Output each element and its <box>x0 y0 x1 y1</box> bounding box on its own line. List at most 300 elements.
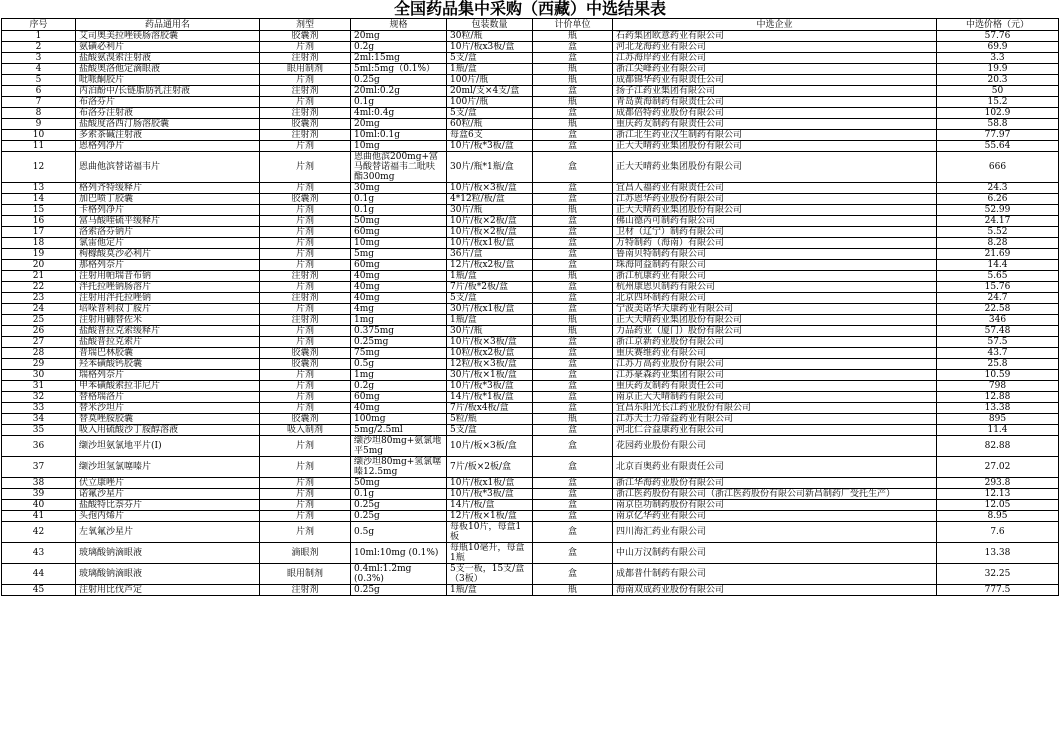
cell-unit: 盒 <box>533 53 613 64</box>
header-company: 中选企业 <box>613 19 937 31</box>
cell-specification: 40mg <box>351 271 447 282</box>
cell-package: 10片/板×2板/盒 <box>447 216 533 227</box>
cell-company: 佛山德芮可制药有限公司 <box>613 216 937 227</box>
cell-drug-name: 格列齐特缓释片 <box>76 183 260 194</box>
cell-package: 60粒/瓶 <box>447 119 533 130</box>
cell-unit: 盒 <box>533 141 613 152</box>
cell-no: 23 <box>2 293 76 304</box>
cell-unit: 瓶 <box>533 119 613 130</box>
cell-specification: 0.4ml:1.2mg (0.3%) <box>351 564 447 585</box>
cell-unit: 盒 <box>533 282 613 293</box>
cell-drug-name: 盐酸氨溴索注射液 <box>76 53 260 64</box>
cell-dosage-form: 片剂 <box>260 478 351 489</box>
cell-no: 17 <box>2 227 76 238</box>
cell-unit: 盒 <box>533 381 613 392</box>
cell-dosage-form: 胶囊剂 <box>260 414 351 425</box>
cell-unit: 盒 <box>533 130 613 141</box>
cell-no: 26 <box>2 326 76 337</box>
cell-package: 5粒/瓶 <box>447 414 533 425</box>
table-row <box>2 119 1059 130</box>
cell-specification: 0.25g <box>351 585 447 596</box>
cell-package: 10片/板×3板/盒 <box>447 337 533 348</box>
table-body <box>2 31 1059 596</box>
cell-drug-name: 替米沙坦片 <box>76 403 260 414</box>
cell-company: 浙江华海药业股份有限公司 <box>613 478 937 489</box>
cell-drug-name: 盐酸普拉克索缓释片 <box>76 326 260 337</box>
cell-specification: 0.1g <box>351 97 447 108</box>
cell-price: 15.76 <box>937 282 1059 293</box>
cell-package: 10片/板x1板/盒 <box>447 238 533 249</box>
cell-price: 22.58 <box>937 304 1059 315</box>
table-row <box>2 337 1059 348</box>
cell-company: 浙江北生药业汉生制药有限公司 <box>613 130 937 141</box>
cell-drug-name: 诺氟沙星片 <box>76 489 260 500</box>
cell-drug-name: 布洛芬注射液 <box>76 108 260 119</box>
cell-no: 1 <box>2 31 76 42</box>
table-header-row <box>2 19 1059 31</box>
cell-package: 14片/板*1板/盒 <box>447 392 533 403</box>
cell-price: 895 <box>937 414 1059 425</box>
cell-price: 57.5 <box>937 337 1059 348</box>
cell-package: 12片/板x2板/盒 <box>447 260 533 271</box>
cell-no: 42 <box>2 522 76 543</box>
cell-dosage-form: 片剂 <box>260 238 351 249</box>
cell-specification: 60mg <box>351 260 447 271</box>
cell-unit: 盒 <box>533 522 613 543</box>
table-row <box>2 500 1059 511</box>
cell-price: 293.8 <box>937 478 1059 489</box>
cell-company: 正大天晴药业集团股份有限公司 <box>613 205 937 216</box>
cell-package: 30片/板x1板/盒 <box>447 304 533 315</box>
cell-unit: 瓶 <box>533 205 613 216</box>
table-row <box>2 326 1059 337</box>
table-row <box>2 348 1059 359</box>
cell-package: 10片/板x1板/盒 <box>447 478 533 489</box>
cell-dosage-form: 片剂 <box>260 249 351 260</box>
cell-company: 河北龙海药业有限公司 <box>613 42 937 53</box>
cell-price: 13.38 <box>937 403 1059 414</box>
cell-dosage-form: 片剂 <box>260 457 351 478</box>
cell-no: 11 <box>2 141 76 152</box>
table-row <box>2 457 1059 478</box>
cell-price: 20.3 <box>937 75 1059 86</box>
cell-no: 36 <box>2 436 76 457</box>
cell-no: 18 <box>2 238 76 249</box>
cell-no: 38 <box>2 478 76 489</box>
cell-package: 10片/板×2板/盒 <box>447 227 533 238</box>
cell-unit: 盒 <box>533 500 613 511</box>
cell-no: 43 <box>2 543 76 564</box>
cell-package: 36片/盒 <box>447 249 533 260</box>
table-row <box>2 238 1059 249</box>
cell-price: 50 <box>937 86 1059 97</box>
cell-price: 57.76 <box>937 31 1059 42</box>
cell-company: 成都倍特药业股份有限公司 <box>613 108 937 119</box>
cell-drug-name: 替莫唑胺胶囊 <box>76 414 260 425</box>
cell-dosage-form: 片剂 <box>260 260 351 271</box>
cell-dosage-form: 眼用制剂 <box>260 64 351 75</box>
cell-dosage-form: 片剂 <box>260 97 351 108</box>
cell-no: 32 <box>2 392 76 403</box>
cell-unit: 瓶 <box>533 414 613 425</box>
cell-dosage-form: 注射剂 <box>260 130 351 141</box>
cell-company: 杭州康恩贝制药有限公司 <box>613 282 937 293</box>
cell-dosage-form: 胶囊剂 <box>260 119 351 130</box>
cell-no: 13 <box>2 183 76 194</box>
cell-drug-name: 那格列奈片 <box>76 260 260 271</box>
cell-price: 57.48 <box>937 326 1059 337</box>
cell-no: 44 <box>2 564 76 585</box>
cell-unit: 瓶 <box>533 31 613 42</box>
cell-price: 27.02 <box>937 457 1059 478</box>
cell-company: 力品药业（厦门）股份有限公司 <box>613 326 937 337</box>
cell-package: 10片/板x3板/盒 <box>447 42 533 53</box>
cell-specification: 0.1g <box>351 489 447 500</box>
cell-package: 10片/板*3板/盒 <box>447 381 533 392</box>
cell-package: 10片/板*3板/盒 <box>447 141 533 152</box>
table-row <box>2 359 1059 370</box>
cell-package: 7片/板*2板/盒 <box>447 282 533 293</box>
cell-drug-name: 羟苯磺酸钙胶囊 <box>76 359 260 370</box>
cell-unit: 盒 <box>533 370 613 381</box>
cell-drug-name: 加巴喷丁胶囊 <box>76 194 260 205</box>
cell-drug-name: 盐酸度洛西汀肠溶胶囊 <box>76 119 260 130</box>
cell-price: 25.8 <box>937 359 1059 370</box>
cell-package: 12粒/板×3板/盒 <box>447 359 533 370</box>
cell-dosage-form: 片剂 <box>260 436 351 457</box>
table-row <box>2 543 1059 564</box>
cell-package: 1瓶/盒 <box>447 585 533 596</box>
cell-price: 12.05 <box>937 500 1059 511</box>
cell-unit: 盒 <box>533 564 613 585</box>
cell-price: 24.7 <box>937 293 1059 304</box>
cell-specification: 5mg/2.5ml <box>351 425 447 436</box>
cell-dosage-form: 注射剂 <box>260 315 351 326</box>
cell-specification: 0.2g <box>351 42 447 53</box>
cell-no: 8 <box>2 108 76 119</box>
cell-no: 21 <box>2 271 76 282</box>
cell-price: 777.5 <box>937 585 1059 596</box>
cell-price: 666 <box>937 152 1059 183</box>
cell-company: 花园药业股份有限公司 <box>613 436 937 457</box>
cell-price: 55.64 <box>937 141 1059 152</box>
cell-specification: 0.25mg <box>351 337 447 348</box>
cell-company: 扬子江药业集团有限公司 <box>613 86 937 97</box>
cell-no: 40 <box>2 500 76 511</box>
cell-unit: 盒 <box>533 304 613 315</box>
cell-company: 鲁南贝特制药有限公司 <box>613 249 937 260</box>
cell-price: 12.88 <box>937 392 1059 403</box>
cell-drug-name: 泮托拉唑钠肠溶片 <box>76 282 260 293</box>
cell-package: 5支/盒 <box>447 108 533 119</box>
cell-no: 25 <box>2 315 76 326</box>
cell-specification: 1mg <box>351 315 447 326</box>
cell-specification: 0.25g <box>351 75 447 86</box>
cell-unit: 盒 <box>533 238 613 249</box>
cell-drug-name: 瑞格列奈片 <box>76 370 260 381</box>
cell-specification: 40mg <box>351 282 447 293</box>
cell-company: 四川海汇药业有限公司 <box>613 522 937 543</box>
cell-dosage-form: 注射剂 <box>260 108 351 119</box>
cell-drug-name: 注射用硼替佐米 <box>76 315 260 326</box>
cell-specification: 5mg <box>351 249 447 260</box>
cell-dosage-form: 胶囊剂 <box>260 348 351 359</box>
cell-company: 宜昌人福药业有限责任公司 <box>613 183 937 194</box>
cell-specification: 30mg <box>351 183 447 194</box>
cell-specification: 60mg <box>351 227 447 238</box>
cell-company: 浙江京新药业股份有限公司 <box>613 337 937 348</box>
cell-no: 14 <box>2 194 76 205</box>
results-table <box>1 18 1059 596</box>
cell-specification: 0.25g <box>351 500 447 511</box>
cell-unit: 盒 <box>533 183 613 194</box>
cell-specification: 20mg <box>351 119 447 130</box>
cell-drug-name: 伏立康唑片 <box>76 478 260 489</box>
cell-drug-name: 左氧氟沙星片 <box>76 522 260 543</box>
table-row <box>2 564 1059 585</box>
cell-no: 39 <box>2 489 76 500</box>
table-row <box>2 293 1059 304</box>
cell-package: 5支/盒 <box>447 425 533 436</box>
header-specification: 规格 <box>351 19 447 31</box>
cell-no: 16 <box>2 216 76 227</box>
cell-unit: 盒 <box>533 543 613 564</box>
cell-drug-name: 吸入用硫酸沙丁胺醇溶液 <box>76 425 260 436</box>
cell-drug-name: 头孢丙烯片 <box>76 511 260 522</box>
cell-package: 7片/板×2板/盒 <box>447 457 533 478</box>
cell-package: 30粒/瓶 <box>447 31 533 42</box>
cell-package: 1瓶/盒 <box>447 315 533 326</box>
cell-no: 2 <box>2 42 76 53</box>
cell-drug-name: 恩曲他滨替诺福韦片 <box>76 152 260 183</box>
table-row <box>2 42 1059 53</box>
document-title: 全国药品集中采购（西藏）中选结果表 <box>393 0 666 18</box>
cell-company: 浙江杭康药业有限公司 <box>613 271 937 282</box>
cell-company: 浙江尖峰药业有限公司 <box>613 64 937 75</box>
cell-specification: 2ml:15mg <box>351 53 447 64</box>
cell-price: 15.2 <box>937 97 1059 108</box>
cell-drug-name: 缬沙坦氨氯地平片(Ⅰ) <box>76 436 260 457</box>
cell-package: 1瓶/盒 <box>447 271 533 282</box>
cell-price: 6.26 <box>937 194 1059 205</box>
cell-price: 69.9 <box>937 42 1059 53</box>
cell-specification: 4ml:0.4g <box>351 108 447 119</box>
table-row <box>2 260 1059 271</box>
cell-dosage-form: 注射剂 <box>260 271 351 282</box>
cell-dosage-form: 片剂 <box>260 152 351 183</box>
cell-drug-name: 玻璃酸钠滴眼液 <box>76 543 260 564</box>
cell-dosage-form: 片剂 <box>260 392 351 403</box>
cell-dosage-form: 片剂 <box>260 500 351 511</box>
cell-company: 南京亿华药业有限公司 <box>613 511 937 522</box>
table-row <box>2 315 1059 326</box>
table-row <box>2 227 1059 238</box>
cell-dosage-form: 片剂 <box>260 42 351 53</box>
cell-dosage-form: 注射剂 <box>260 86 351 97</box>
cell-price: 52.99 <box>937 205 1059 216</box>
cell-no: 29 <box>2 359 76 370</box>
cell-unit: 盒 <box>533 194 613 205</box>
table-row <box>2 478 1059 489</box>
cell-price: 3.3 <box>937 53 1059 64</box>
cell-price: 5.52 <box>937 227 1059 238</box>
cell-no: 19 <box>2 249 76 260</box>
cell-drug-name: 枸橼酸莫沙必利片 <box>76 249 260 260</box>
table-row <box>2 403 1059 414</box>
cell-unit: 盒 <box>533 348 613 359</box>
header-package: 包装数量 <box>447 19 533 31</box>
cell-company: 宜昌东阳光长江药业股份有限公司 <box>613 403 937 414</box>
table-row <box>2 585 1059 596</box>
cell-no: 20 <box>2 260 76 271</box>
cell-price: 13.38 <box>937 543 1059 564</box>
cell-company: 卫材（辽宁）制药有限公司 <box>613 227 937 238</box>
cell-no: 7 <box>2 97 76 108</box>
cell-drug-name: 艾司奥美拉唑镁肠溶胶囊 <box>76 31 260 42</box>
cell-specification: 缬沙坦80mg+氨氯地平5mg <box>351 436 447 457</box>
cell-unit: 盒 <box>533 425 613 436</box>
cell-unit: 瓶 <box>533 75 613 86</box>
table-row <box>2 152 1059 183</box>
cell-package: 每板10片，每盒1板 <box>447 522 533 543</box>
cell-dosage-form: 片剂 <box>260 489 351 500</box>
cell-no: 33 <box>2 403 76 414</box>
table-row <box>2 436 1059 457</box>
table-row <box>2 304 1059 315</box>
cell-specification: 0.375mg <box>351 326 447 337</box>
cell-no: 15 <box>2 205 76 216</box>
cell-dosage-form: 注射剂 <box>260 293 351 304</box>
cell-unit: 瓶 <box>533 97 613 108</box>
cell-package: 30片/瓶 <box>447 326 533 337</box>
cell-dosage-form: 片剂 <box>260 216 351 227</box>
cell-specification: 恩曲他滨200mg+富马酸替诺福韦二吡呋酯300mg <box>351 152 447 183</box>
cell-price: 43.7 <box>937 348 1059 359</box>
table-row <box>2 370 1059 381</box>
table-row <box>2 108 1059 119</box>
cell-dosage-form: 片剂 <box>260 183 351 194</box>
cell-specification: 75mg <box>351 348 447 359</box>
cell-drug-name: 恩格列净片 <box>76 141 260 152</box>
cell-specification: 0.2g <box>351 381 447 392</box>
cell-price: 346 <box>937 315 1059 326</box>
cell-unit: 盒 <box>533 152 613 183</box>
cell-package: 每瓶10毫升，每盒1瓶 <box>447 543 533 564</box>
cell-unit: 盒 <box>533 42 613 53</box>
cell-no: 35 <box>2 425 76 436</box>
cell-drug-name: 缬沙坦氢氯噻嗪片 <box>76 457 260 478</box>
cell-specification: 0.5g <box>351 359 447 370</box>
cell-unit: 盒 <box>533 260 613 271</box>
cell-package: 1瓶/盒 <box>447 64 533 75</box>
cell-specification: 60mg <box>351 392 447 403</box>
cell-unit: 盒 <box>533 359 613 370</box>
header-no: 序号 <box>2 19 76 31</box>
table-row <box>2 75 1059 86</box>
cell-dosage-form: 片剂 <box>260 370 351 381</box>
cell-drug-name: 丙泊酚中/长链脂肪乳注射液 <box>76 86 260 97</box>
header-unit: 计价单位 <box>533 19 613 31</box>
cell-drug-name: 玻璃酸钠滴眼液 <box>76 564 260 585</box>
table-row <box>2 271 1059 282</box>
cell-specification: 0.1g <box>351 205 447 216</box>
cell-company: 江苏海岸药业有限公司 <box>613 53 937 64</box>
cell-unit: 瓶 <box>533 64 613 75</box>
cell-price: 58.8 <box>937 119 1059 130</box>
cell-company: 成都锦华药业有限责任公司 <box>613 75 937 86</box>
cell-drug-name: 替格瑞洛片 <box>76 392 260 403</box>
cell-unit: 盒 <box>533 478 613 489</box>
cell-drug-name: 盐酸奥洛他定滴眼液 <box>76 64 260 75</box>
cell-specification: 缬沙坦80mg+氢氯噻嗪12.5mg <box>351 457 447 478</box>
cell-package: 30片/板×1板/盒 <box>447 370 533 381</box>
cell-package: 100片/瓶 <box>447 97 533 108</box>
cell-company: 重庆药友制药有限责任公司 <box>613 381 937 392</box>
cell-no: 34 <box>2 414 76 425</box>
cell-dosage-form: 片剂 <box>260 205 351 216</box>
cell-price: 10.59 <box>937 370 1059 381</box>
cell-package: 10片/板*3板/盒 <box>447 489 533 500</box>
cell-drug-name: 培哚普利叔丁胺片 <box>76 304 260 315</box>
cell-price: 19.9 <box>937 64 1059 75</box>
cell-no: 10 <box>2 130 76 141</box>
cell-company: 成都普什制药有限公司 <box>613 564 937 585</box>
cell-drug-name: 卡格列净片 <box>76 205 260 216</box>
cell-drug-name: 吡哌酮胶片 <box>76 75 260 86</box>
cell-dosage-form: 片剂 <box>260 326 351 337</box>
cell-specification: 4mg <box>351 304 447 315</box>
cell-dosage-form: 片剂 <box>260 522 351 543</box>
cell-company: 浙江医药股份有限公司（浙江医药股份有限公司新昌制药厂受托生产） <box>613 489 937 500</box>
cell-dosage-form: 片剂 <box>260 141 351 152</box>
cell-package: 7片/板x4板/盒 <box>447 403 533 414</box>
cell-unit: 盒 <box>533 337 613 348</box>
cell-company: 北京百奥药业有限责任公司 <box>613 457 937 478</box>
cell-unit: 盒 <box>533 489 613 500</box>
cell-specification: 0.1g <box>351 194 447 205</box>
cell-dosage-form: 注射剂 <box>260 53 351 64</box>
table-row <box>2 511 1059 522</box>
cell-dosage-form: 胶囊剂 <box>260 31 351 42</box>
cell-unit: 盒 <box>533 216 613 227</box>
cell-specification: 20ml:0.2g <box>351 86 447 97</box>
cell-drug-name: 注射用帕瑞昔布钠 <box>76 271 260 282</box>
cell-drug-name: 富马酸喹硫平缓释片 <box>76 216 260 227</box>
cell-package: 100片/瓶 <box>447 75 533 86</box>
cell-price: 77.97 <box>937 130 1059 141</box>
cell-no: 3 <box>2 53 76 64</box>
cell-no: 37 <box>2 457 76 478</box>
cell-no: 22 <box>2 282 76 293</box>
cell-package: 5支/盒 <box>447 293 533 304</box>
table-row <box>2 205 1059 216</box>
cell-no: 4 <box>2 64 76 75</box>
table-row <box>2 425 1059 436</box>
cell-dosage-form: 胶囊剂 <box>260 359 351 370</box>
cell-specification: 100mg <box>351 414 447 425</box>
table-row <box>2 97 1059 108</box>
cell-drug-name: 氨磺必利片 <box>76 42 260 53</box>
cell-no: 6 <box>2 86 76 97</box>
cell-no: 28 <box>2 348 76 359</box>
cell-drug-name: 多索茶碱注射液 <box>76 130 260 141</box>
cell-drug-name: 布洛芬片 <box>76 97 260 108</box>
cell-dosage-form: 片剂 <box>260 511 351 522</box>
cell-company: 宁波美诺华天康药业有限公司 <box>613 304 937 315</box>
cell-drug-name: 注射用比伐芦定 <box>76 585 260 596</box>
cell-price: 7.6 <box>937 522 1059 543</box>
cell-unit: 盒 <box>533 227 613 238</box>
